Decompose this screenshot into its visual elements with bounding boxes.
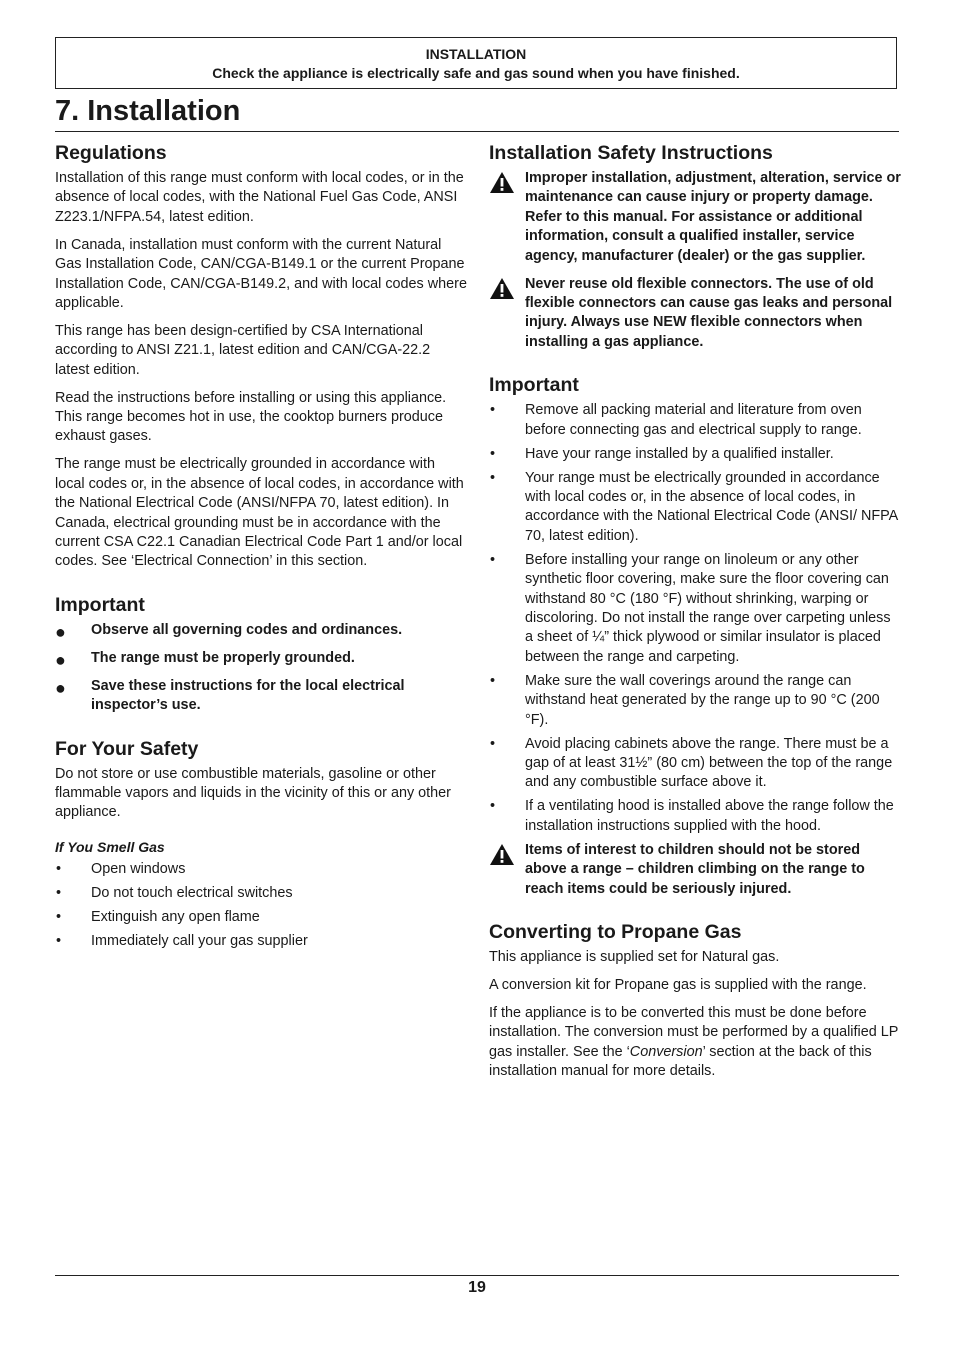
list-item: • Open windows	[55, 860, 467, 879]
propane-heading: Converting to Propane Gas	[489, 921, 742, 944]
warning-block	[489, 169, 901, 266]
list-item: • Before installing your range on linoleum or any other synthetic floor covering, make sure the floor covering can withstand 80 °C (180 °F) without shrinking, warping or discoloring. Do not install the range over carpeting unless a sheet of ¼” thick plywood or similar insulator is placed between the range and carpeting.	[490, 551, 891, 665]
warning-block	[489, 275, 901, 353]
bullet-dot-icon: •	[490, 469, 496, 486]
header-notice-box	[55, 37, 897, 89]
bullet-dot-icon: •	[490, 798, 496, 815]
list-item: • Have your range installed by a qualified installer.	[489, 445, 901, 464]
safety-paragraph: Do not store or use combustible materials, gasoline or other flammable vapors and liquids in the vicinity of this or any other appliance.	[55, 765, 451, 821]
header-label: INSTALLATION	[425, 46, 527, 62]
list-item: • Your range must be electrically grounded in accordance with local codes or, in the absence of local codes, in accordance with the National Electrical Code (ANSI/ NFPA 70, latest edition).	[490, 469, 898, 544]
bullet-dot-icon: ●	[55, 621, 66, 642]
regulations-paragraph: This range has been design-certified by CSA International according to ANSI Z21.1, latest edition and CAN/CGA-22.2 latest edition.	[55, 322, 431, 378]
smell-gas-subheading: If You Smell Gas	[55, 838, 165, 855]
regulations-paragraph: In Canada, installation must conform with the current Natural Gas Installation Code, CAN/CGA-B149.1 or the current Propane Installation Code, CAN/CGA-B149.2, and with local codes where applicable.	[55, 236, 467, 311]
important-list	[55, 621, 467, 716]
bullet-dot-icon: •	[56, 908, 62, 925]
propane-section	[489, 920, 901, 1081]
regulations-paragraph: The range must be electrically grounded in accordance with local codes or, in the absence of local codes, in accordance with the National Electrical Code (ANSI/NFPA 70, latest edition). In Canada, electrical grounding must be in accordance with the current CSA C22.1 Canadian Electrical Code Part 1 and/or local codes. See ‘Electrical Connection’ in this section.	[55, 456, 464, 570]
important-section-left	[55, 593, 467, 716]
warning-text: Improper installation, adjustment, alteration, service or maintenance can cause injury or property damage. Refer to this manual. For assistance or additional information, consult a qualified installer, service agency, manufacturer (dealer) or the gas supplier.	[525, 170, 901, 264]
important-list	[489, 401, 901, 836]
bullet-dot-icon: •	[490, 402, 496, 419]
warning-triangle-icon	[489, 843, 515, 866]
list-item: • Do not touch electrical switches	[55, 884, 467, 903]
regulations-heading: Regulations	[55, 142, 167, 164]
regulations-paragraph: Read the instructions before installing or using this appliance. This range becomes hot in use, the cooktop burners produce exhaust gases.	[55, 389, 447, 445]
installation-safety-section	[489, 141, 901, 352]
footer-rule	[55, 1275, 899, 1276]
list-item: • Avoid placing cabinets above the range. There must be a gap of at least 31½” (80 cm) between the top of the range and any combustible surface above it.	[490, 735, 893, 791]
bullet-dot-icon: •	[56, 884, 62, 901]
propane-paragraph: If the appliance is to be converted this must be done before installation. The conversion must be performed by a qualified LP gas installer. See the ‘Conversion’ section at the back of this installation manual for more details.	[489, 1004, 899, 1080]
regulations-section	[55, 141, 467, 572]
bullet-dot-icon: •	[490, 551, 496, 568]
bullet-dot-icon: •	[490, 672, 496, 689]
bullet-dot-icon: •	[56, 860, 62, 877]
warning-text: Never reuse old flexible connectors. The use of old flexible connectors can cause gas leaks and personal injury. Always use NEW flexible connectors when installing a gas appliance.	[525, 275, 893, 350]
page-number: 19	[468, 1279, 486, 1296]
list-item: • Remove all packing material and literature from oven before connecting gas and electrical supply to range.	[490, 402, 862, 438]
important-section-right	[489, 373, 901, 899]
page-title: 7. Installation	[55, 93, 899, 132]
warning-block	[489, 841, 901, 899]
warning-triangle-icon	[489, 277, 515, 300]
right-column	[489, 141, 901, 1103]
list-item: • Extinguish any open flame	[55, 908, 467, 927]
warning-triangle-icon	[489, 171, 515, 194]
bullet-dot-icon: •	[56, 932, 62, 949]
bullet-dot-icon: •	[490, 735, 496, 752]
header-notice: Check the appliance is electrically safe and gas sound when you have finished.	[212, 65, 740, 81]
bullet-dot-icon: •	[490, 445, 496, 462]
bullet-dot-icon: ●	[55, 677, 66, 698]
propane-paragraph: A conversion kit for Propane gas is supplied with the range.	[489, 976, 867, 993]
list-item: ● The range must be properly grounded.	[55, 649, 355, 670]
regulations-paragraph: Installation of this range must conform with local codes, or in the absence of local codes, with the National Fuel Gas Code, ANSI Z223.1/NFPA.54, latest edition.	[55, 170, 464, 225]
bullet-dot-icon: ●	[55, 649, 66, 670]
important-heading: Important	[489, 374, 579, 397]
list-item: ● Save these instructions for the local electrical inspector’s use.	[55, 677, 405, 714]
smell-gas-list	[55, 860, 467, 951]
safety-heading: For Your Safety	[55, 737, 199, 760]
important-heading: Important	[55, 593, 145, 616]
left-column	[55, 141, 467, 972]
warning-text: Items of interest to children should not be stored above a range – children climbing on the range to reach items could be seriously injured.	[525, 841, 865, 897]
list-item: • Make sure the wall coverings around the range can withstand heat generated by the range up to 90 °C (200 °F).	[490, 672, 880, 728]
list-item: ● Observe all governing codes and ordinances.	[55, 621, 403, 642]
installation-safety-heading: Installation Safety Instructions	[489, 142, 773, 164]
list-item: • Immediately call your gas supplier	[55, 932, 467, 951]
list-item: • If a ventilating hood is installed above the range follow the installation instructions supplied with the hood.	[490, 798, 894, 834]
for-your-safety-section	[55, 737, 467, 952]
propane-paragraph: This appliance is supplied set for Natural gas.	[489, 949, 780, 966]
